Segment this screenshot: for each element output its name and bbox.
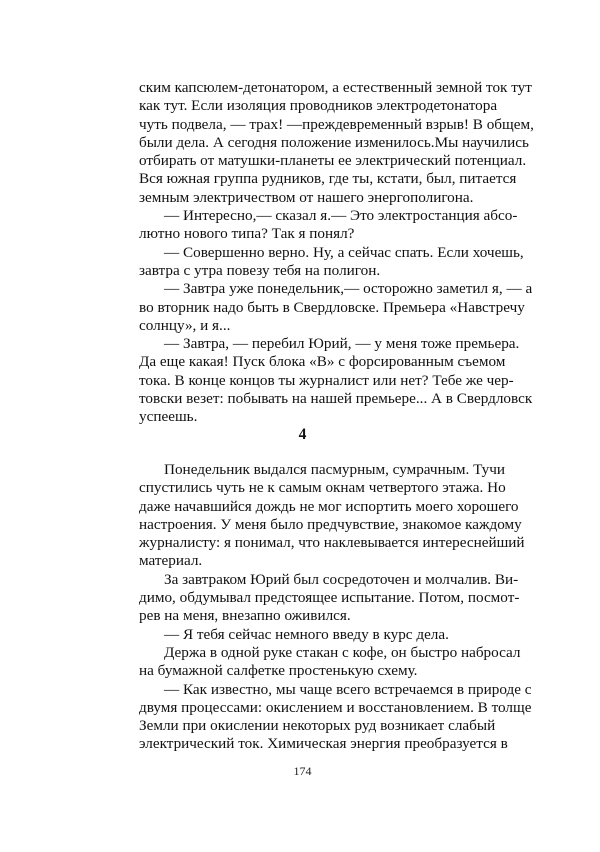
text-line: как тут. Если изоляция проводников электродетонатора	[139, 97, 498, 115]
text-line: — Завтра, — перебил Юрий, — у меня тоже премьера.	[164, 335, 520, 353]
text-line: Да еще какая! Пуск блока «В» с форсированным съемом	[139, 353, 506, 371]
text-line: отбирать от матушки-планеты ее электрический потенциал.	[139, 152, 527, 170]
text-line: на бумажной салфетке простенькую схему.	[139, 662, 418, 680]
text-line: Держа в одной руке стакан с кофе, он быстро набросал	[164, 643, 521, 661]
text-line: димо, обдумывал предстоящее испытание. Потом, посмот-	[139, 589, 520, 607]
text-line: Вся южная группа рудников, где ты, кстати, был, питается	[139, 170, 517, 188]
text-line: во вторник надо быть в Свердловске. Премьера «Навстречу	[139, 298, 525, 316]
text-line: товски везет: побывать на нашей премьере... А в Свердловск	[139, 390, 533, 408]
text-line: Понедельник выдался пасмурным, сумрачным. Тучи	[164, 461, 505, 478]
text-line: ским капсюлем-детонатором, а естественный земной ток тут	[139, 79, 532, 96]
text-line: даже начавшийся дождь не мог испортить моего хорошего	[139, 497, 519, 515]
chapter-number: 4	[298, 426, 307, 443]
text-line: двумя процессами: окислением и восстановлением. В толще	[139, 698, 532, 716]
text-line: — Совершенно верно. Ну, а сейчас спать. Если хочешь,	[164, 243, 524, 261]
text-line: успеешь.	[139, 408, 198, 426]
text-line: спустились чуть не к самым окнам четвертого этажа. Но	[139, 479, 506, 497]
text-section-before-chapter	[139, 79, 534, 427]
text-line: — Как известно, мы чаще всего встречаемся в природе с	[164, 680, 532, 698]
page-number: 174	[293, 764, 312, 778]
text-line: земным электричеством от нашего энергополигона.	[139, 188, 474, 206]
text-line: рев на меня, внезапно оживился.	[139, 607, 351, 625]
text-line: За завтраком Юрий был сосредоточен и молчалив. Ви-	[164, 570, 519, 588]
text-line: тока. В конце концов ты журналист или нет? Тебе же чер-	[139, 371, 514, 389]
text-line: материал.	[139, 552, 203, 570]
text-line: лютно нового типа? Так я понял?	[139, 225, 355, 243]
text-line: журналисту: я понимал, что наклевывается интереснейший	[139, 534, 525, 552]
text-line: Земли при окислении некоторых руд возникает слабый	[139, 717, 496, 735]
text-line: электрический ток. Химическая энергия преобразуется в	[139, 735, 508, 753]
text-line: — Я тебя сейчас немного введу в курс дела.	[164, 625, 449, 643]
text-line: завтра с утра повезу тебя на полигон.	[139, 261, 381, 279]
text-line: — Интересно,— сказал я.— Это электростанция абсо-	[164, 207, 518, 225]
text-section-chapter-4	[139, 461, 532, 754]
text-line: солнцу», и я...	[139, 316, 231, 334]
text-line: чуть подвела, — трах! —преждевременный взрыв! В общем,	[139, 115, 534, 133]
text-line: настроения. У меня было предчувствие, знакомое каждому	[139, 515, 522, 533]
text-line: — Завтра уже понедельник,— осторожно заметил я, — а	[164, 280, 533, 298]
text-line: были дела. А сегодня положение изменилось.Мы научились	[139, 133, 529, 151]
